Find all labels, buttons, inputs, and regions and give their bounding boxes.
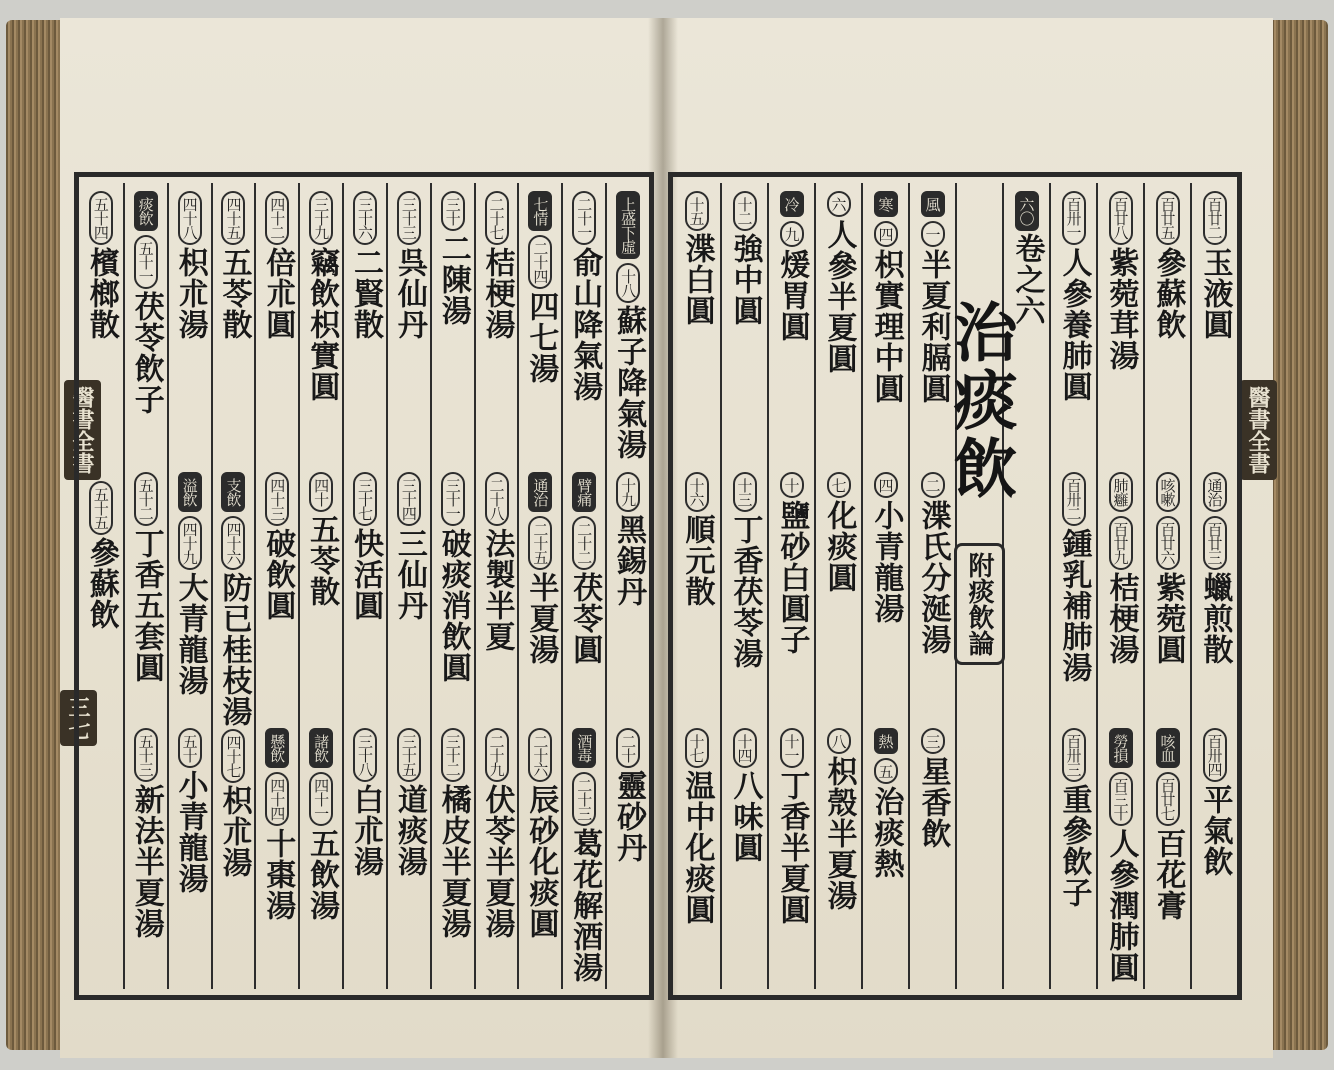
entry-number: 四十六 [221, 516, 245, 570]
entry-text: 順元散 [679, 513, 715, 607]
column-content [519, 189, 561, 983]
entry-number: 十四 [733, 728, 757, 768]
entry-segment [863, 726, 908, 983]
text-column [605, 183, 649, 989]
entry-number: 五十三 [134, 728, 158, 782]
entry-segment [607, 726, 649, 983]
column-content [607, 189, 649, 983]
entry-segment [722, 189, 767, 470]
entry-number: 四十一 [309, 772, 333, 826]
entry-text: 辰砂化痰圓 [523, 784, 559, 940]
entry-text: 人參半夏圓 [821, 219, 857, 374]
column-content [169, 189, 211, 983]
column-content [863, 189, 908, 983]
entry-number: 二十一 [572, 191, 596, 245]
entry-number: 四十四 [265, 772, 289, 826]
right-edge-label: 醫書全書 [1240, 380, 1277, 480]
text-column [908, 183, 955, 989]
entry-text: 八味圓 [727, 770, 763, 864]
entry-text: 小青龍湯 [868, 499, 904, 624]
category-label: 寒 [874, 191, 898, 217]
entry-segment [910, 189, 955, 470]
entry-segment [300, 189, 342, 470]
entry-text: 黑錫丹 [611, 513, 647, 607]
entry-text: 平氣飲 [1197, 784, 1233, 878]
entry-segment [673, 189, 720, 470]
entry-segment [256, 726, 298, 983]
entry-number: 四 [874, 221, 898, 247]
category-label: 懸飲 [265, 728, 289, 768]
entry-segment [432, 726, 474, 983]
entry-number: 二十二 [572, 516, 596, 570]
entry-segment [1145, 470, 1190, 727]
entry-number: 三十三 [397, 191, 421, 245]
column-content [1098, 189, 1143, 983]
entry-number: 二十八 [485, 472, 509, 526]
entry-text: 桔梗湯 [1103, 571, 1139, 665]
entry-text: 温中化痰圓 [679, 770, 715, 926]
entry-segment [388, 189, 430, 470]
entry-text: 枳實理中圓 [868, 249, 904, 404]
entry-text: 茯苓飲子 [128, 291, 164, 415]
section-subtitle: 附痰飲論 [954, 543, 1005, 665]
entry-number: 十一 [780, 728, 804, 768]
entry-segment [213, 470, 255, 727]
entry-segment [344, 189, 386, 470]
entry-number: 百廿三 [1203, 516, 1227, 570]
entry-segment [519, 470, 561, 727]
entry-text: 防已桂枝湯 [216, 571, 252, 727]
entry-segment [607, 189, 649, 470]
entry-number: 二十九 [485, 728, 509, 782]
entry-text: 白朮湯 [347, 784, 383, 878]
entry-text: 丁香半夏圓 [774, 770, 810, 926]
entry-number: 六 [827, 191, 851, 217]
left-edge-label: 醫書全書 [64, 380, 101, 480]
entry-number: 五十四 [89, 191, 113, 245]
entry-number: 十七 [685, 728, 709, 768]
entry-segment [300, 726, 342, 983]
entry-number: 肺癰 [1109, 472, 1133, 512]
entry-number: 四十八 [178, 191, 202, 245]
column-content [673, 189, 720, 983]
text-column [1143, 183, 1190, 989]
entry-segment [816, 726, 861, 983]
entry-segment [722, 470, 767, 727]
entry-number: 二 [921, 472, 945, 498]
entry-number: 四十二 [265, 191, 289, 245]
entry-text: 大青龍湯 [172, 571, 208, 696]
column-content [563, 189, 605, 983]
entry-segment [563, 470, 605, 726]
entry-segment [1192, 189, 1237, 470]
entry-text: 紫菀茸湯 [1103, 247, 1139, 371]
entry-text: 渫氏分涎湯 [915, 499, 951, 655]
text-column [430, 183, 474, 989]
entry-text: 半夏湯 [523, 571, 559, 665]
entry-number: 十 [780, 472, 804, 498]
entry-number: 二十三 [572, 772, 596, 826]
entry-segment [125, 470, 167, 727]
entry-segment [563, 726, 605, 983]
section-title: 治痰飲 [942, 299, 1018, 503]
column-content [1145, 189, 1190, 983]
entry-number: 百卅三 [1062, 728, 1086, 782]
entry-number: 四十五 [221, 191, 245, 245]
entry-text: 破飲圓 [260, 527, 296, 621]
entry-number: 百廿八 [1109, 191, 1133, 245]
entry-segment [476, 189, 518, 470]
category-label: 六〇 [1015, 191, 1039, 231]
entry-number: 咳嗽 [1156, 472, 1180, 512]
entry-text: 檳榔散 [83, 247, 119, 340]
entry-text: 人參養肺圓 [1056, 247, 1092, 402]
entry-segment [673, 726, 720, 983]
entry-text: 枳殼半夏湯 [821, 756, 857, 912]
column-content [769, 189, 814, 983]
entry-text: 十棗湯 [260, 828, 296, 922]
entry-number: 四十九 [178, 516, 202, 570]
column-content [722, 189, 767, 983]
entry-segment [79, 479, 123, 744]
entry-number: 九 [780, 221, 804, 247]
column-content [910, 189, 955, 983]
entry-number: 三十五 [397, 728, 421, 782]
entry-text: 枳朮湯 [172, 247, 208, 340]
text-column [386, 183, 430, 989]
text-column [861, 183, 908, 989]
entry-text: 小青龍湯 [172, 770, 208, 895]
entry-number: 十二 [733, 191, 757, 231]
entry-segment [344, 470, 386, 727]
entry-number: 百廿二 [1203, 191, 1227, 245]
entry-segment [432, 470, 474, 727]
text-column [517, 183, 561, 989]
entry-segment [169, 726, 211, 983]
right-page-edges [1266, 20, 1328, 1050]
entry-segment [1192, 726, 1237, 983]
entry-segment [213, 727, 255, 983]
text-column [211, 183, 255, 989]
entry-text: 破痰消飲圓 [435, 527, 471, 683]
entry-number: 百卅二 [1062, 472, 1086, 526]
entry-number: 百卅一 [1062, 191, 1086, 245]
left-edge-lower-label: 三七 [60, 690, 97, 746]
entry-text: 卷之六 [1009, 233, 1045, 326]
entry-text: 參蘇飲 [83, 537, 119, 630]
entry-number: 十五 [685, 191, 709, 231]
entry-segment [79, 189, 123, 479]
entry-text: 枳朮湯 [216, 784, 252, 878]
entry-text: 法製半夏 [479, 527, 515, 652]
entry-number: 十九 [616, 472, 640, 512]
entry-segment [519, 726, 561, 983]
entry-text: 渫白圓 [679, 233, 715, 326]
text-column [1190, 183, 1237, 989]
entry-number: 十三 [733, 472, 757, 512]
entry-text: 俞山降氣湯 [567, 247, 603, 402]
column-content [213, 189, 255, 983]
category-label: 支飲 [221, 472, 245, 512]
entry-segment [388, 470, 430, 727]
entry-segment [863, 189, 908, 470]
entry-segment [519, 189, 561, 470]
entry-number: 四十七 [221, 729, 245, 783]
entry-text: 丁香茯苓湯 [727, 513, 763, 669]
entry-text: 星香飲 [915, 756, 951, 850]
entry-text: 倍朮圓 [260, 247, 296, 340]
column-content [344, 189, 386, 983]
text-column [79, 183, 123, 989]
entry-number: 五十五 [89, 481, 113, 535]
entry-text: 重參飲子 [1056, 784, 1092, 909]
entry-number: 四十三 [265, 472, 289, 526]
column-content [816, 189, 861, 983]
category-label: 咳血 [1156, 728, 1180, 768]
text-column [254, 183, 298, 989]
entry-number: 百廿七 [1156, 772, 1180, 826]
category-label: 溢飲 [178, 472, 202, 512]
column-content [942, 189, 1018, 983]
entry-number: 百廿九 [1109, 516, 1133, 570]
entry-text: 茯苓圓 [567, 571, 603, 665]
entry-number: 二十四 [528, 235, 552, 289]
entry-number: 四十 [309, 472, 333, 512]
entry-segment [769, 726, 814, 983]
entry-text: 葛花解酒湯 [567, 828, 603, 983]
entry-text: 五飲湯 [304, 828, 340, 922]
column-content [388, 189, 430, 983]
text-column [720, 183, 767, 989]
entry-text: 快活圓 [347, 527, 383, 621]
column-content [125, 189, 167, 983]
entry-segment [1145, 189, 1190, 470]
entry-text: 蘇子降氣湯 [611, 305, 647, 460]
entry-text: 五苓散 [216, 247, 252, 340]
entry-text: 治痰熱 [868, 786, 904, 880]
entry-number: 五 [874, 758, 898, 784]
entry-number: 二十七 [485, 191, 509, 245]
entry-text: 鹽砂白圓子 [774, 499, 810, 655]
entry-segment [1098, 470, 1143, 726]
entry-text: 強中圓 [727, 233, 763, 326]
entry-segment [1051, 470, 1096, 727]
text-column [123, 183, 167, 989]
entry-text: 呉仙丹 [391, 247, 427, 340]
entry-number: 二十 [616, 728, 640, 768]
entry-number: 二十五 [528, 516, 552, 570]
text-column [1096, 183, 1143, 989]
entry-segment [476, 726, 518, 983]
entry-text: 丁香五套圓 [128, 527, 164, 683]
text-column [561, 183, 605, 989]
text-column [167, 183, 211, 989]
entry-segment [1051, 726, 1096, 983]
category-label: 酒毒 [572, 728, 596, 768]
entry-text: 參蘇飲 [1150, 247, 1186, 340]
entry-segment [563, 189, 605, 470]
entry-segment [769, 470, 814, 727]
entry-text: 橘皮半夏湯 [435, 784, 471, 940]
category-label: 風 [921, 191, 945, 217]
entry-text: 鍾乳補肺湯 [1056, 527, 1092, 683]
category-label: 七情 [528, 191, 552, 231]
entry-text: 二賢散 [347, 247, 383, 340]
entry-number: 二十六 [528, 728, 552, 782]
entry-text: 化痰圓 [821, 499, 857, 593]
entry-number: 七 [827, 472, 851, 498]
entry-number: 三十四 [397, 472, 421, 526]
entry-segment [169, 470, 211, 727]
text-column [1049, 183, 1096, 989]
entry-segment [1098, 726, 1143, 983]
entry-text: 蠟煎散 [1197, 571, 1233, 665]
entry-number: 三十九 [309, 191, 333, 245]
entry-text: 桔梗湯 [479, 247, 515, 340]
entry-text: 四七湯 [523, 291, 559, 384]
entry-segment [125, 189, 167, 470]
column-content [1051, 189, 1096, 983]
entry-number: 三十二 [441, 728, 465, 782]
entry-segment [169, 189, 211, 470]
entry-text: 五苓散 [304, 513, 340, 607]
entry-segment [256, 470, 298, 727]
entry-number: 三 [921, 728, 945, 754]
entry-segment [1098, 189, 1143, 470]
entry-number: 十八 [616, 263, 640, 303]
right-page-frame [668, 172, 1242, 1000]
entry-number: 三十八 [353, 728, 377, 782]
entry-text: 二陳湯 [435, 233, 471, 326]
left-page-frame [74, 172, 654, 1000]
text-column [673, 183, 720, 989]
entry-segment [256, 189, 298, 470]
text-column [767, 183, 814, 989]
entry-segment [1145, 726, 1190, 983]
entry-number: 一 [921, 221, 945, 247]
category-label: 諸飲 [309, 728, 333, 768]
left-page-edges [6, 20, 64, 1050]
entry-segment [910, 726, 955, 983]
column-content [432, 189, 474, 983]
entry-segment [125, 726, 167, 983]
entry-segment [816, 470, 861, 727]
text-column [814, 183, 861, 989]
entry-number: 五十一 [134, 235, 158, 289]
entry-segment [300, 470, 342, 727]
entry-segment [607, 470, 649, 727]
category-label: 通治 [528, 472, 552, 512]
entry-text: 靈砂丹 [611, 770, 647, 864]
entry-segment [863, 470, 908, 727]
entry-segment [1192, 470, 1237, 727]
text-column [342, 183, 386, 989]
entry-segment [673, 470, 720, 727]
entry-segment [722, 726, 767, 983]
entry-segment [388, 726, 430, 983]
entry-segment [910, 470, 955, 727]
category-label: 臂痛 [572, 472, 596, 512]
entry-segment [1051, 189, 1096, 470]
category-label: 上盛下虛 [616, 191, 640, 259]
text-column [942, 183, 1018, 989]
entry-number: 三十 [441, 191, 465, 231]
entry-number: 五十 [178, 728, 202, 768]
entry-number: 百廿六 [1156, 516, 1180, 570]
column-content [476, 189, 518, 983]
entry-segment [816, 189, 861, 470]
category-label: 勞損 [1109, 728, 1133, 768]
entry-segment [344, 726, 386, 983]
entry-number: 通治 [1203, 472, 1227, 512]
entry-number: 八 [827, 728, 851, 754]
category-label: 冷 [780, 191, 804, 217]
column-content [300, 189, 342, 983]
entry-number: 百卅四 [1203, 728, 1227, 782]
entry-number: 百三十 [1109, 772, 1133, 826]
entry-text: 竊飲枳實圓 [304, 247, 340, 402]
entry-number: 四 [874, 472, 898, 498]
category-label: 熱 [874, 728, 898, 754]
entry-number: 五十二 [134, 472, 158, 526]
entry-text: 玉液圓 [1197, 247, 1233, 340]
entry-number: 百廿五 [1156, 191, 1180, 245]
text-column [298, 183, 342, 989]
category-label: 痰飲 [134, 191, 158, 231]
entry-text: 半夏利膈圓 [915, 249, 951, 404]
entry-text: 百花膏 [1150, 828, 1186, 922]
column-content [256, 189, 298, 983]
entry-segment [769, 189, 814, 470]
entry-number: 三十六 [353, 191, 377, 245]
entry-text: 伏苓半夏湯 [479, 784, 515, 940]
text-column [474, 183, 518, 989]
entry-segment [432, 189, 474, 470]
entry-segment [213, 189, 255, 470]
entry-text: 道痰湯 [391, 784, 427, 878]
entry-text: 紫菀圓 [1150, 571, 1186, 665]
entry-text: 新法半夏湯 [128, 784, 164, 940]
entry-number: 十六 [685, 472, 709, 512]
entry-segment [476, 470, 518, 727]
entry-number: 三十七 [353, 472, 377, 526]
column-content [1192, 189, 1237, 983]
entry-text: 三仙丹 [391, 527, 427, 621]
column-content [79, 189, 123, 983]
entry-text: 煖胃圓 [774, 249, 810, 342]
entry-number: 三十一 [441, 472, 465, 526]
entry-text: 人參潤肺圓 [1103, 828, 1139, 983]
